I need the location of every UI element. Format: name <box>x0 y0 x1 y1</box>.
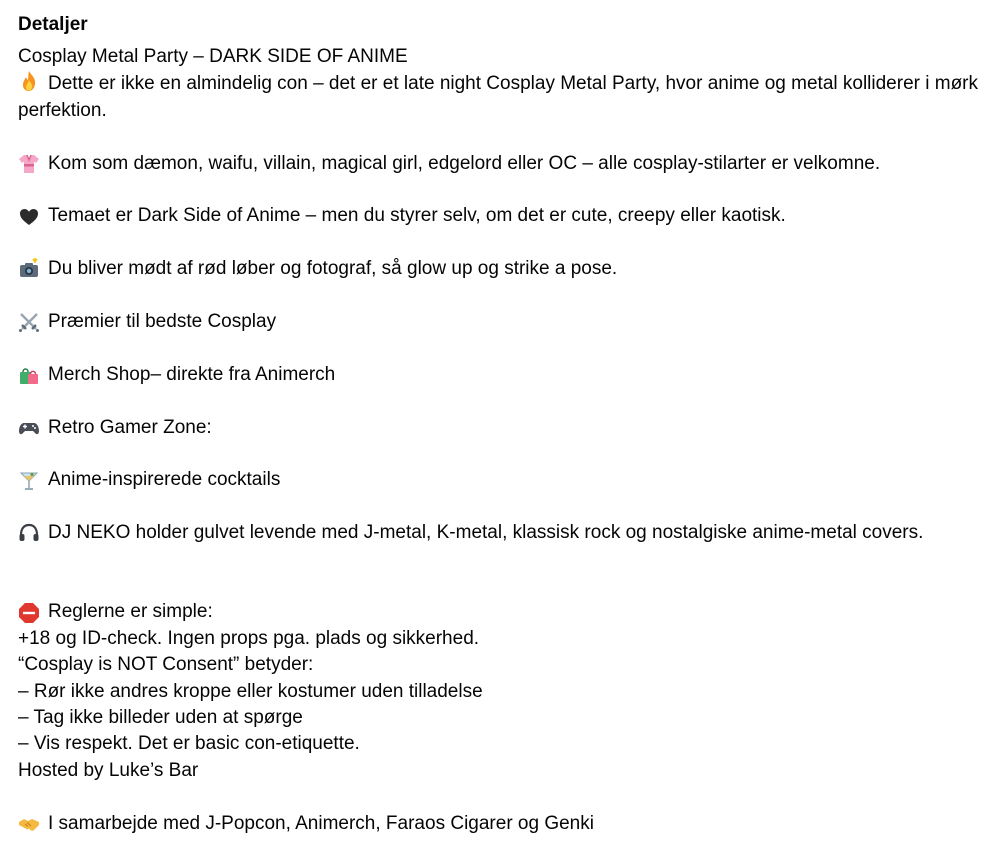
kimono-icon <box>18 153 40 175</box>
hosted-by: Hosted by Luke’s Bar <box>18 759 199 781</box>
cocktail-icon <box>18 470 40 492</box>
headphones-icon <box>18 522 40 544</box>
stop-sign-icon <box>18 602 40 624</box>
section-heading: Detaljer <box>18 14 88 35</box>
rule-line: “Cosplay is NOT Consent” betyder: <box>18 654 314 676</box>
list-item: Præmier til bedste Cosplay <box>18 309 993 335</box>
list-item: DJ NEKO holder gulvet levende med J-metal, K-metal, klassisk rock og nostalgiske anime-metal covers. <box>18 520 993 546</box>
list-item: Temaet er Dark Side of Anime – men du styrer selv, om det er cute, creepy eller kaotisk. <box>18 203 993 229</box>
list-item: Du bliver mødt af rød løber og fotograf, så glow up og strike a pose. <box>18 256 993 282</box>
rule-line: – Vis respekt. Det er basic con-etiquette. <box>18 733 360 755</box>
rule-line: – Rør ikke andres kroppe eller kostumer uden tilladelse <box>18 680 483 702</box>
list-item: Merch Shop– direkte fra Animerch <box>18 362 993 388</box>
crossed-swords-icon <box>18 311 40 333</box>
camera-flash-icon <box>18 258 40 280</box>
handshake-icon <box>18 813 40 835</box>
details-section <box>18 12 993 837</box>
event-title: Cosplay Metal Party – DARK SIDE OF ANIME <box>18 46 408 67</box>
game-controller-icon <box>18 417 40 439</box>
intro-line <box>18 70 993 124</box>
rule-line: – Tag ikke billeder uden at spørge <box>18 707 303 728</box>
list-item: Kom som dæmon, waifu, villain, magical girl, edgelord eller OC – alle cosplay-stilarter er velkomne. <box>18 151 993 177</box>
shopping-bags-icon <box>18 364 40 386</box>
intro-text: Dette er ikke en almindelig con – det er et late night Cosplay Metal Party, hvor anime og metal kolliderer i mørk perfektion. <box>18 73 979 121</box>
partners-line <box>18 811 993 837</box>
black-heart-icon <box>18 206 40 228</box>
list-item: Anime-inspirerede cocktails <box>18 467 993 493</box>
rule-line: +18 og ID-check. Ingen props pga. plads og sikkerhed. <box>18 627 480 649</box>
list-item: Retro Gamer Zone: <box>18 415 993 441</box>
fire-icon <box>18 70 40 92</box>
rules-title: Reglerne er simple: <box>48 601 213 623</box>
partners-text: I samarbejde med J-Popcon, Animerch, Faraos Cigarer og Genki <box>48 812 594 834</box>
rules-title-line <box>18 599 993 625</box>
